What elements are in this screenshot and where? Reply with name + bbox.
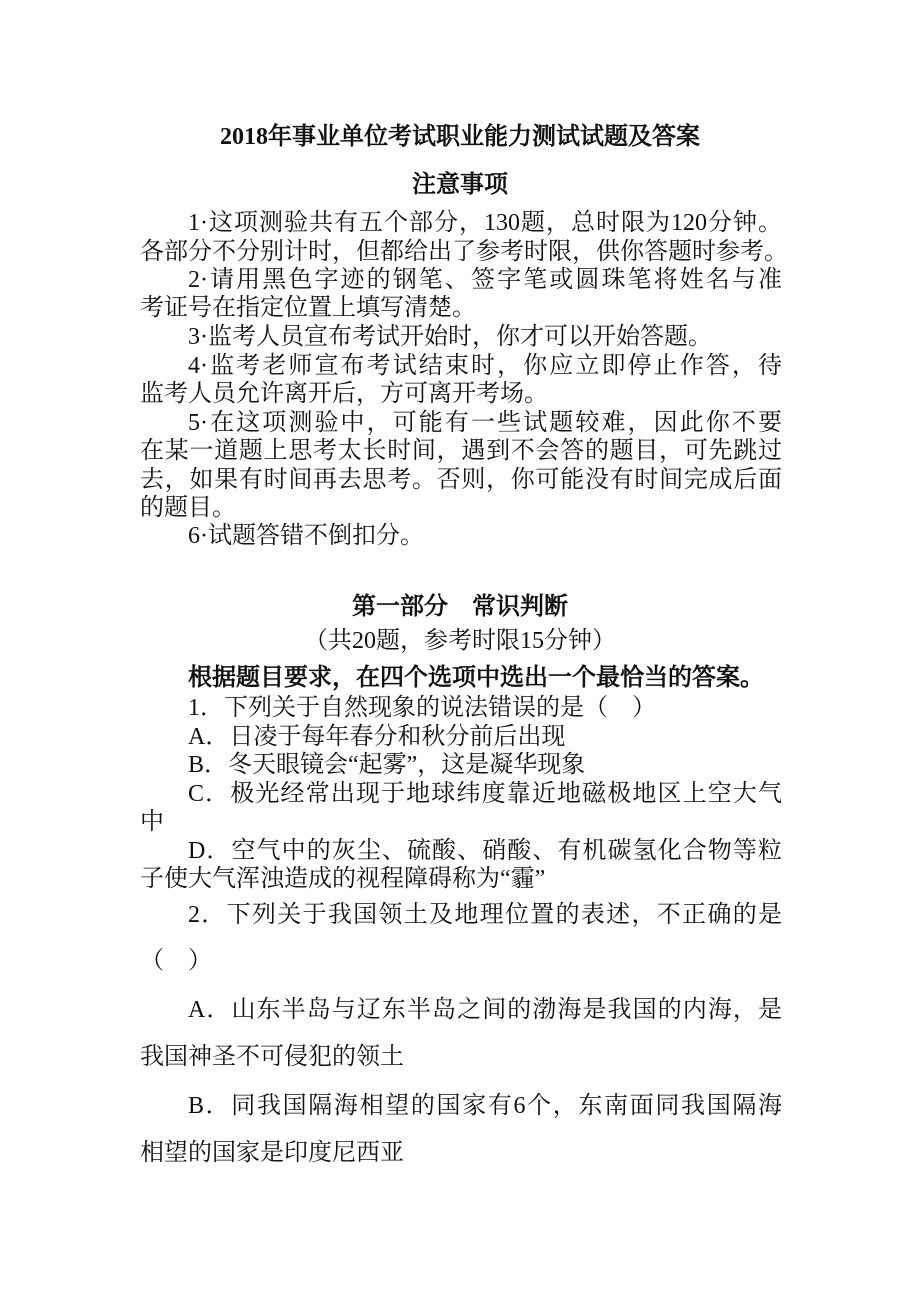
question-1-option-b: B．冬天眼镜会“起雾”，这是凝华现象 [188,752,586,778]
notice-4-line-2: 监考人员允许离开后，方可离开考场。 [140,381,548,407]
question-1-option-c-line-1: C．极光经常出现于地球纬度靠近地磁极地区上空大气 [188,781,782,807]
notice-1-line-1: 1·这项测验共有五个部分，130题，总时限为120分钟。 [188,210,782,236]
question-2-stem-line-2: （ ） [140,948,212,974]
section-instruction: 根据题目要求，在四个选项中选出一个最恰当的答案。 [188,665,764,691]
notice-5-line-4: 的题目。 [140,495,236,521]
question-2-option-a-line-2: 我国神圣不可侵犯的领土 [140,1044,404,1070]
notice-5-line-2: 在某一道题上思考太长时间，遇到不会答的题目，可先跳过 [140,438,782,464]
notice-2-line-2: 考证号在指定位置上填写清楚。 [140,295,476,321]
question-1-option-a: A．日凌于每年春分和秋分前后出现 [188,724,566,750]
question-1-option-c-line-2: 中 [140,809,164,835]
question-2-stem-line-1: 2．下列关于我国领土及地理位置的表述，不正确的是 [188,902,782,928]
notice-1-line-2: 各部分不分别计时，但都给出了参考时限，供你答题时参考。 [140,239,788,265]
notice-4-line-1: 4·监考老师宣布考试结束时，你应立即停止作答，待 [188,353,782,379]
question-2-option-b-line-2: 相望的国家是印度尼西亚 [140,1140,404,1166]
document-title: 2018年事业单位考试职业能力测试试题及答案 [220,124,700,150]
notice-5-line-3: 去，如果有时间再去思考。否则，你可能没有时间完成后面 [140,467,782,493]
question-2-option-b-line-1: B．同我国隔海相望的国家有6个，东南面同我国隔海 [188,1093,782,1119]
section-subheading: （共20题，参考时限15分钟） [304,628,616,654]
notice-3: 3·监考人员宣布考试开始时，你才可以开始答题。 [188,324,712,350]
question-1-option-d-line-2: 子使大气浑浊造成的视程障碍称为“霾” [140,866,546,892]
question-1-option-d-line-1: D．空气中的灰尘、硫酸、硝酸、有机碳氢化合物等粒 [188,838,782,864]
section-heading: 第一部分 常识判断 [352,594,568,620]
question-2-option-a-line-1: A．山东半岛与辽东半岛之间的渤海是我国的内海，是 [188,997,782,1023]
notice-6: 6·试题答错不倒扣分。 [188,523,424,549]
question-1-stem: 1．下列关于自然现象的说法错误的是（ ） [188,695,656,721]
notice-heading: 注意事项 [412,172,508,198]
notice-2-line-1: 2·请用黑色字迹的钢笔、签字笔或圆珠笔将姓名与准 [188,267,782,293]
notice-5-line-1: 5·在这项测验中，可能有一些试题较难，因此你不要 [188,410,782,436]
